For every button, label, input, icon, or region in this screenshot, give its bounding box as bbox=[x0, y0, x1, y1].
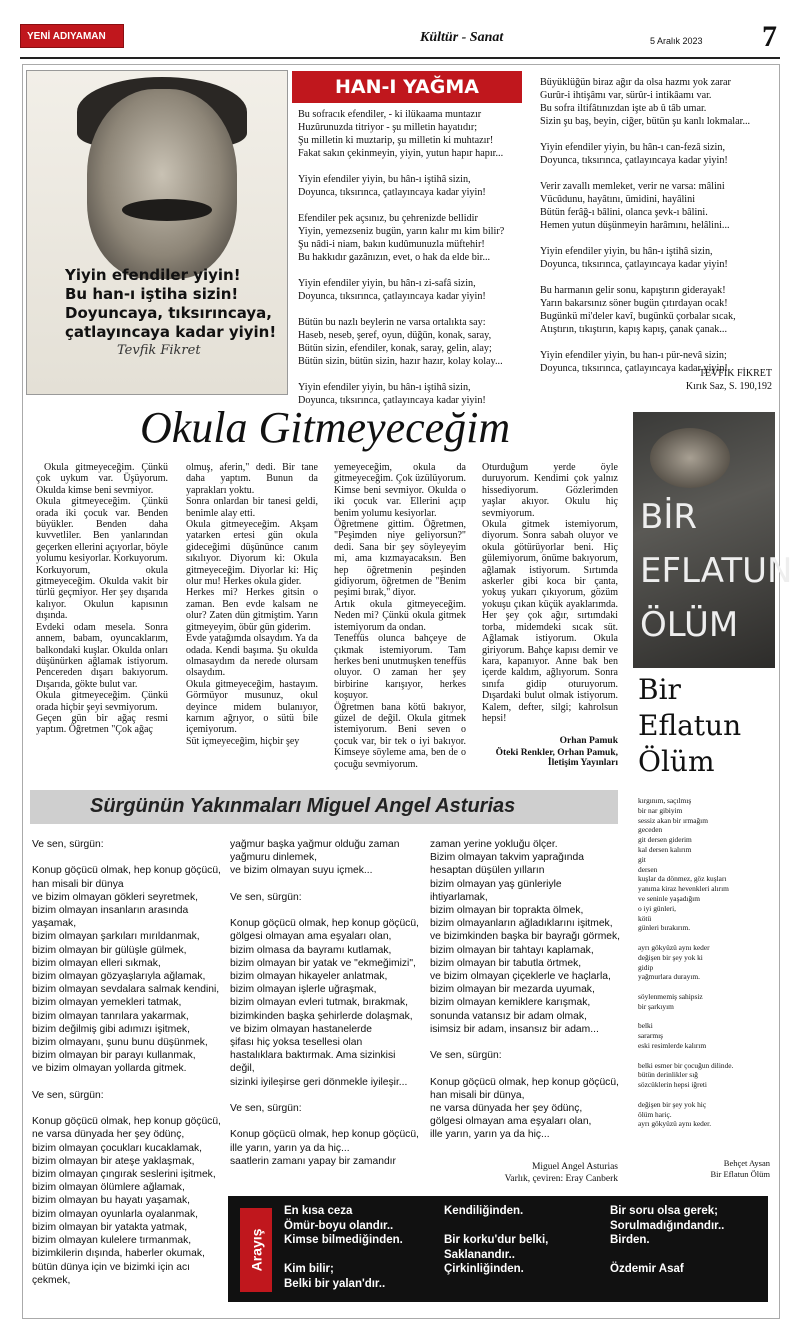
page-number: 7 bbox=[762, 20, 777, 53]
okula-author: Orhan Pamuk bbox=[559, 736, 618, 746]
surgun-source: Varlık, çeviren: Eray Canberk bbox=[504, 1174, 618, 1184]
okula-col1: Okula gitmeyeceğim. Çünkü çok uykum var. Üşüyorum. Okulda kimse beni sevmiyor. Okula gitmeyeceğim. Çünkü orada iki çocuk var. Benden büyükler. Benden daha kuvvetliler. Ben yanlarından geçerken ellerini açıyorlar, böyle yolumu kesiyorlar. Korkuyorum. Korkuyorum, okula gitmeyeceğim. Okulda vakit bir türlü geçmiyor. Her şey dışarıda kalıyor. Okulun kapısının dışında. Evdeki odam mesela. Sonra annem, babam, oyuncaklarım, balkondaki kuşlar. Okulda onları düşünürken ağlamak istiyorum. Pencereden dışarı bakıyorum. Dışarıda, gökte bulut var. Okula gitmeyeceğim. Çünkü orada hiçbir şeyi sevmiyorum. Geçen gün bir ağaç resmi yaptım. Öğretmen "Çok ağaç bbox=[36, 462, 168, 736]
photo-signature: Tevfik Fikret bbox=[117, 343, 201, 358]
arayis-col3: Bir soru olsa gerek; Sorulmadığındandır.. Birden. Özdemir Asaf bbox=[610, 1205, 725, 1275]
surgun-author: Miguel Angel Asturias bbox=[531, 1162, 618, 1172]
okula-source: Öteki Renkler, Orhan Pamuk, İletişim Yayınları bbox=[495, 748, 618, 768]
okula-col4: Oturduğum yerde öyle duruyorum. Kendimi çok yalnız hissediyorum. Gözlerimden yaşlar akıyor. Okulu hiç sevmiyorum. Okula gitmek istemiyorum, diyorum. Sonra sabah oluyor ve okula götürüyorlar beni. Hiç gülemiyorum, önüme bakıyorum, ağlamak istiyorum. Sırtımda askerler gibi koca bir çanta, yokuş yukarı çıkıyorum, gözüm yokuşu çıkan küçük ayaklarımda. Her şey çok ağır, sırtımdaki torba, midemdeki sıcak süt. Ağlamak istiyorum. Okula giriyorum. Bahçe kapısı demir ve kara, kapanıyor. Anne bak ben içerde kaldım, ağlıyorum. Sonra sınıfa gidip oturuyorum. Dışardaki bulut olmak istiyorum. Kalem, defter, silgi; kahrolsun hepsi! bbox=[482, 462, 618, 724]
han-poem-col2: Büyüklüğün biraz ağır da olsa hazmı yok zarar Gurûr-i ihtişâmı var, sürûr-i intikâamı var. Bu sofra iltifâtınızdan işte ab û tâb umar. Sizin şu baş, beyin, ciğer, bütün şu kanlı lokmalar... Yiyin efendiler yiyin, bu hân-ı can-fezâ sizin, Doyunca, tıksırınca, çatlayıncaya kadar yiyin! Verir zavallı memleket, verir ne varsa: mâlini Vücûdunu, hayâtını, ümidini, hayâlini Bütün ferâğ-ı bâlini, olanca şevk-ı bâlini. Hemen yutun düşünmeyin harâmını, helâlini... Yiyin efendiler yiyin, bu hân-ı iştihâ sizin, Doyunca, tıksırınca, çatlayıncaya kadar yiyin! Bu harmanın gelir sonu, kapıştırın giderayak! Yarın bakarsınız söner bugün çıtırdayan ocak! Bugünkü mi'deler kavî, bugünkü çorbalar sıcak, Atıştırın, tıkıştırın, kapış kapış, çanak çanak... Yiyin efendiler yiyin, bu han-ı pür-nevâ sizin; Doyunca, tıksırınca, çatlayıncaya kadar yiyin! bbox=[540, 77, 751, 374]
han-source: Kırık Saz, S. 190,192 bbox=[685, 381, 772, 392]
okula-col3: yemeyeceğim, okula da gitmeyeceğim. Çok üzülüyorum. Kimse beni sevmiyor. Okulda o iki çocuk var. Ellerini açıp benim yolumu kesiyorlar. Öğretmene gittim. Öğretmen, "Peşimden niye geliyorsun?" dedi. Sana bir şey söyleyeyim mi, ama kızmayacaksın. Ben hep öğretmenin peşinden gidiyorum, öğretmen de "Benim peşimi bırak," diyor. Artık okula gitmeyeceğim. Neden mi? Çünkü okula gitmek istemiyorum da ondan. Teneffüs olunca bahçeye de çıkmak istemiyorum. Tam herkes beni unutmuşken teneffüs oluyor. O zaman her şey birbirine karışıyor, herkes koşuyor. Öğretmen bana kötü bakıyor, güzel de değil. Okula gitmek istemiyorum. Beni seven o çocuk var, bir tek o iyi bakıyor. Kimseye söyleme ama, ben de o çocuğu sevmiyorum. bbox=[334, 462, 466, 770]
arayis-col1: En kısa ceza Ömür-boyu olandır.. Kimse bilmediğinden. Kim bilir; Belki bir yalan'dır.. bbox=[284, 1205, 403, 1290]
newspaper-logo: YENİ ADIYAMAN bbox=[20, 24, 124, 48]
arayis-label-tab bbox=[240, 1208, 272, 1292]
issue-date: 5 Aralık 2023 bbox=[650, 36, 703, 46]
portrait-mustache bbox=[122, 199, 212, 221]
eflatun-title: Bir Eflatun Ölüm bbox=[638, 673, 742, 778]
okula-col2: olmuş, aferin," dedi. Bir tane daha yaptım. Bunun da yaprakları yoktu. Sonra onlardan bir tanesi geldi, benimle alay etti. Okula gitmeyeceğim. Akşam yatarken ertesi gün okula gideceğimi düşününce canım sıkılıyor. Diyorum ki: Okula gitmeyeceğim. Diyorlar ki: Hiç olur mu! Herkes okula gider. Herkes mi? Herkes gitsin o zaman. Ben evde kalsam ne olur? Zaten dün gitmiştim. Yarın gitmeyeyim, öbür gün giderim. Evde yatağımda olsaydım. Ya da odada. Kendi başıma. Şu okulda olmasaydım da nerede olursam olsaydım. Okula gitmeyeceğim, hastayım. Görmüyor musunuz, okul deyince midem bulanıyor, karnım ağrıyor, o sütü bile içemiyorum. Süt içmeyeceğim, hiçbir şey bbox=[186, 462, 318, 747]
surgun-col2: yağmur başka yağmur olduğu zaman yağmuru dinlemek, ve bizim olmayan suyu içmek... Ve sen, sürgün: Konup göçücü olmak, hep konup göçücü, gölgesi olmayan ama eşyaları olan, bizim olmasa da bayramı kutlamak, bizim olmayan bir yatak ve "ekmeğimizi", bizim olmayan hikayeler anlatmak, bizim olmayan işlerle uğraşmak, bizim olmayan evleri tutmak, bırakmak, bizimkinden başka şehirlerde dolaşmak, ve bizim olmayan hastanelerde şifası hiç yoksa tesellesi olan hastalıklara baktırmak. Ama sizinkisi değil, sizinki iyileşirse geri dönmekle iyileşir... Ve sen, sürgün: Konup göçücü olmak, hep konup göçücü, ille yarın, yarın ya da hiç... saatlerin zamanı yapay bir zamandır bbox=[230, 839, 419, 1167]
eflatun-source: Bir Eflatun Ölüm bbox=[710, 1169, 770, 1179]
surgun-col1: Ve sen, sürgün: Konup göçücü olmak, hep konup göçücü, han misali bir dünya ve bizim olmayan gökleri seyretmek, bizim olmayan insanların arasında yaşamak, bizim olmayan şarkıları mırıldanmak, bizim olmayan bir gülüşle gülmek, bizim olmayan elleri sıkmak, bizim olmayan gözyaşlarıyla ağlamak, bizim olmayan sevdalara salmak kendini, bizim olmayan yemekleri tatmak, bizim olmayan tanrılara yakarmak, bizim değilmiş gibi adımızı işitmek, bizim olmayanı, şunu bunu düşünmek, bizim olmayan bir parayı kullanmak, ve bizim olmayan yollarda gitmek. Ve sen, sürgün: Konup göçücü olmak, hep konup göçücü, ne varsa dünyada her şey ödünç, bizim olmayan çocukları kucaklamak, bizim olmayan bir ateşe yaklaşmak, bizim olmayan çıngırak seslerini işitmek, bizim olmayan ölümlere ağlamak, bizim olmayan bu hayatı yaşamak, bizim olmayan oyunlarla oyalanmak, bizim olmayan bir yatakta yatmak, bizim olmayan kulelere tırmanmak, bizimkilerin dışında, haberler okumak, bütün dünya için ve bizimki için acı çekmek, bbox=[32, 839, 221, 1286]
han-title: HAN-I YAĞMA bbox=[292, 71, 522, 103]
surgun-col3: zaman yerine yokluğu ölçer. Bizim olmayan takvim yaprağında hesaptan düşülen yılların bizim olmayan yaş günleriyle ihtiyarlamak, bizim olmayan bir toprakta ölmek, bizim olmayanların ağladıklarını işitmek, ve bizimkinden başka bir bayrağı görmek, bizim olmayan bir tahtayı kaplamak, bizim olmayan bir tabutla örtmek, ve bizim olmayan çiçeklerle ve haçlarla, bizim olmayan bir mezarda uyumak, bizim olmayan kemiklere karışmak, sonunda vatansız bir adam olmak, isimsiz bir adam, insansız bir adam... Ve sen, sürgün: Konup göçücü olmak, hep konup göçücü, han misali bir dünya, ne varsa dünyada her şey ödünç, gölgesi olmayan ama eşyaları olan, ille yarın, yarın ya da hiç... bbox=[430, 839, 621, 1141]
arayis-box bbox=[228, 1196, 768, 1302]
han-poem-col1: Bu sofracık efendiler, - ki ilükaama muntazır Huzûrunuzda titriyor - şu milletin hayatıdır; Şu milletin ki muztarip, şu milletin ki muhtazır! Fakat sakın çekinmeyin, yiyin, yutun hapır hapır... Yiyin efendiler yiyin, bu hân-ı iştihâ sizin, Doyunca, tıksırınca, çatlayıncaya kadar yiyin! Efendiler pek açsınız, bu çehrenizde bellidir Yiyin, yemezseniz bugün, yarın kalır mı kim bilir? Şu nâdi-i niam, bakın kudûmunuzla müftehir! Bu hakkıdır gazânızın, evet, o hak da elde bir... Yiyin efendiler yiyin, bu hân-ı zi-safâ sizin, Doyunca, tıksırınca, çatlayıncaya kadar yiyin! Bütün bu nazlı beylerin ne varsa ortalıkta say: Haseb, neseb, şeref, oyun, düğün, konak, saray, Bütün sizin, efendiler, konak, saray, gelin, alay; Bütün sizin, bütün sizin, hazır hazır, kolay kolay... Yiyin efendiler yiyin, bu hân-ı iştihâ sizin, Doyunca, tıksırınca, çatlayıncaya kadar yiyin! bbox=[298, 109, 505, 406]
portrait-face bbox=[87, 89, 237, 279]
okula-title: Okula Gitmeyeceğim bbox=[140, 403, 511, 452]
eflatun-author: Behçet Aysan bbox=[723, 1158, 770, 1168]
tevfik-fikret-photo bbox=[26, 70, 288, 395]
eflatun-poem: kırgınım, saçılmış bir nar gibiyim sessiz akan bir ırmağım geceden git dersen giderim kal dersen kalırım git dersen kuşlar da dönmez, göz kuşları yanıma kiraz hevenkleri alırım ve seninle yaşadığım o iyi günleri, kötü günleri bırakırım. ayrı gökyüzü aynı keder değişen bir şey yok ki gidip yağmurlara durayım. söylenmemiş sahipsiz bir şarkıyım belki sararmış eski resimlerde kalırım belki esmer bir çocuğun dilinde. bütün derinlikler sığ sözcüklerin hepsi iğreti değişen bir şey yok hiç ölüm hariç. ayrı gökyüzü aynı keder. bbox=[638, 796, 734, 1129]
cover-title: BİR EFLATUN ÖLÜM bbox=[640, 497, 793, 645]
photo-quote: Yiyin efendiler yiyin! Bu han-ı iştiha sizin! Doyuncaya, tıksırıncaya, çatlayıncaya kadar yiyin! bbox=[65, 266, 277, 341]
arayis-label: Arayış bbox=[248, 1228, 264, 1272]
cover-portrait bbox=[650, 428, 730, 488]
surgun-title: Sürgünün Yakınmaları Miguel Angel Asturias bbox=[90, 795, 516, 817]
header-rule bbox=[20, 57, 780, 59]
section-title: Kültür - Sanat bbox=[420, 30, 504, 45]
han-author: TEVFİK FİKRET bbox=[698, 368, 772, 379]
arayis-col2: Kendiliğinden. Bir korku'dur belki, Saklanandır.. Çirkinliğinden. bbox=[444, 1205, 549, 1275]
